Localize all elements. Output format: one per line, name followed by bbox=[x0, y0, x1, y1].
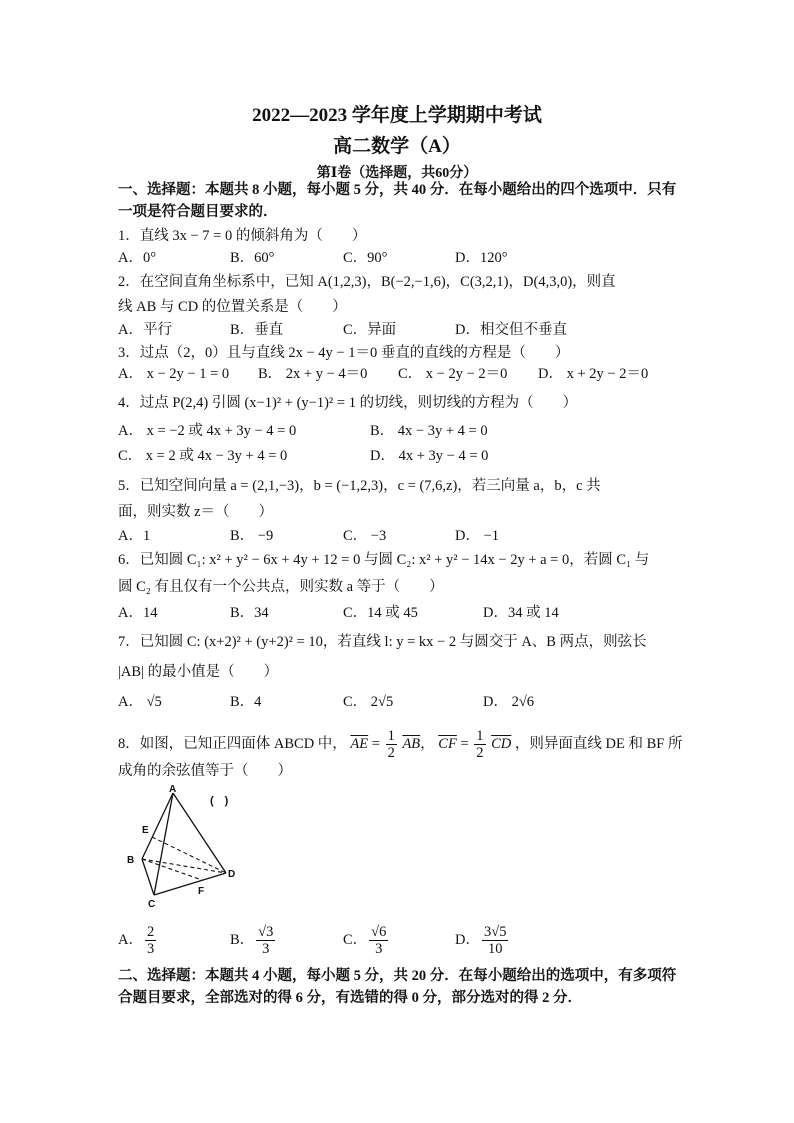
q8-stem-suffix: ，则异面直线 DE 和 BF 所 bbox=[514, 735, 683, 752]
q2-option-c: C．异面 bbox=[343, 322, 397, 338]
q7-stem-line2: |AB| 的最小值是（ ） bbox=[118, 664, 279, 680]
tetrahedron-figure bbox=[118, 783, 248, 913]
q2-option-b: B．垂直 bbox=[230, 322, 284, 338]
q5-stem-line1: 5．已知空间向量 a = (2,1,−3)，b = (−1,2,3)，c = (7,6,z)，若三向量 a，b，c 共 bbox=[118, 478, 601, 494]
q3-option-d: D． x + 2y − 2＝0 bbox=[538, 366, 649, 382]
q8-option-c-label: C． bbox=[343, 931, 368, 948]
q8-option-a-label: A． bbox=[118, 931, 143, 948]
q8-fraction-half-2 bbox=[474, 728, 485, 761]
q7-option-d: D． 2√6 bbox=[483, 694, 535, 710]
q4-option-b: B． 4x − 3y + 4 = 0 bbox=[370, 423, 488, 439]
q1-option-c: C．90° bbox=[343, 250, 388, 266]
q8-option-a-num: 2 bbox=[146, 924, 155, 940]
section1-instructions-line1: 一、选择题：本题共 8 小题，每小题 5 分，共 40 分．在每小题给出的四个选项中．只有 bbox=[118, 182, 677, 198]
q3-option-a: A． x − 2y − 1 = 0 bbox=[118, 366, 230, 382]
q7-option-a: A． √5 bbox=[118, 694, 162, 710]
volume-heading: 第Ⅰ卷（选择题，共60分） bbox=[316, 166, 478, 181]
q6-stem-line1: 6．已知圆 C₁: x² + y² − 6x + 4y + 12 = 0 与圆 C₂: x² + y² − 14x − 2y + a = 0，若圆 C₁ 与 bbox=[118, 552, 650, 568]
q1-option-b: B．60° bbox=[230, 250, 275, 266]
q2-option-d: D．相交但不垂直 bbox=[455, 322, 567, 338]
q8-option-b bbox=[230, 924, 277, 957]
q8-option-d-num: 3√5 bbox=[483, 924, 507, 940]
q8-vector-ae: $\overline{AE}$ bbox=[350, 735, 369, 752]
q4-stem: 4．过点 P(2,4) 引圆 (x−1)² + (y−1)² = 1 的切线，则切线的方程为（ ） bbox=[118, 395, 578, 411]
q8-option-c-den: 3 bbox=[375, 941, 383, 957]
q5-option-d: D． −1 bbox=[455, 528, 500, 544]
q8-vector-cf: $\overline{CF}$ bbox=[438, 735, 457, 752]
q4-option-d: D． 4x + 3y − 4 = 0 bbox=[370, 448, 489, 464]
q8-equals-1: = bbox=[371, 735, 380, 752]
edge-ad bbox=[173, 793, 229, 873]
q8-half-num-2: 1 bbox=[476, 728, 484, 744]
q8-vector-cd: $\overline{CD}$ bbox=[491, 735, 512, 752]
q8-option-d-den: 10 bbox=[487, 941, 503, 957]
q2-stem-line1: 2．在空间直角坐标系中，已知 A(1,2,3)，B(−2,−1,6)，C(3,2,1)，D(4,3,0)，则直 bbox=[118, 274, 616, 290]
q8-fraction-half-1 bbox=[386, 728, 397, 761]
label-b: B bbox=[127, 855, 135, 866]
q3-option-b: B． 2x + y − 4＝0 bbox=[258, 366, 368, 382]
q8-option-c-num: √6 bbox=[371, 924, 387, 940]
q6-option-b: B．34 bbox=[230, 605, 269, 621]
q8-half-num-1: 1 bbox=[387, 728, 395, 744]
q8-option-d bbox=[455, 924, 510, 957]
segment-de bbox=[152, 837, 226, 873]
q4-option-a: A． x = −2 或 4x + 3y − 4 = 0 bbox=[118, 423, 297, 439]
q8-option-b-label: B． bbox=[230, 931, 255, 948]
q8-vector-ab: $\overline{AB}$ bbox=[402, 735, 421, 752]
q7-stem-line1: 7．已知圆 C: (x+2)² + (y+2)² = 10，若直线 l: y = kx − 2 与圆交于 A、B 两点，则弦长 bbox=[118, 634, 647, 650]
section2-instructions-line1: 二、选择题：本题共 4 小题，每小题 5 分，共 20 分．在每小题给出的选项中，有多项符 bbox=[118, 968, 677, 984]
section1-instructions-line2: 一项是符合题目要求的． bbox=[118, 204, 278, 220]
figure-tag: ( ) bbox=[210, 795, 229, 807]
q1-option-d: D．120° bbox=[455, 250, 508, 266]
q3-option-c: C． x − 2y − 2＝0 bbox=[398, 366, 508, 382]
q2-option-a: A．平行 bbox=[118, 322, 172, 338]
exam-subtitle: 高二数学（A） bbox=[333, 136, 461, 157]
q5-option-b: B． −9 bbox=[230, 528, 274, 544]
q3-stem: 3．过点（2，0）且与直线 2x − 4y − 1＝0 垂直的直线的方程是（ ） bbox=[118, 345, 570, 361]
q4-option-c: C． x = 2 或 4x − 3y + 4 = 0 bbox=[118, 448, 288, 464]
q6-stem-line2: 圆 C₂ 有且仅有一个公共点，则实数 a 等于（ ） bbox=[118, 579, 444, 595]
q8-option-c bbox=[343, 924, 390, 957]
q8-stem-line1: 8．如图，已知正四面体 ABCD 中， $\overline{AE}$ = $\frac{1}{2}$ $\overline{AB}$， $\overline{CF}$ = $\frac{1}{2}$ $\overline{CD}$ ，则异面直线 DE 和 BF 所 bbox=[118, 728, 683, 761]
q8-half-den-1: 2 bbox=[387, 745, 395, 761]
q6-option-a: A．14 bbox=[118, 605, 158, 621]
label-c: C bbox=[148, 899, 156, 910]
q7-option-c: C． 2√5 bbox=[343, 694, 394, 710]
q8-stem-line2: 成角的余弦值等于（ ） bbox=[118, 763, 292, 779]
label-f: F bbox=[198, 886, 205, 897]
q6-option-d: D．34 或 14 bbox=[483, 605, 559, 621]
segment-bf bbox=[142, 859, 202, 880]
q8-half-den-2: 2 bbox=[476, 745, 484, 761]
edge-ac bbox=[154, 793, 173, 895]
q7-option-b: B．4 bbox=[230, 694, 262, 710]
q8-equals-2: = bbox=[460, 735, 469, 752]
q5-option-c: C． −3 bbox=[343, 528, 387, 544]
edge-bd-hidden bbox=[142, 859, 226, 873]
q6-option-c: C．14 或 45 bbox=[343, 605, 418, 621]
q2-stem-line2: 线 AB 与 CD 的位置关系是（ ） bbox=[118, 299, 347, 315]
q1-stem: 1．直线 3x − 7 = 0 的倾斜角为（ ） bbox=[118, 228, 367, 244]
label-e: E bbox=[142, 825, 149, 836]
q8-option-d-label: D． bbox=[455, 931, 480, 948]
q8-option-a-den: 3 bbox=[146, 941, 155, 957]
label-d: D bbox=[228, 869, 236, 880]
q5-option-a: A．1 bbox=[118, 528, 151, 544]
q5-stem-line2: 面，则实数 z＝（ ） bbox=[118, 504, 274, 520]
exam-title: 2022—2023 学年度上学期期中考试 bbox=[252, 105, 542, 126]
q8-option-b-num: √3 bbox=[258, 924, 274, 940]
q8-stem-prefix: 8．如图，已知正四面体 ABCD 中， bbox=[118, 735, 347, 752]
label-a: A bbox=[169, 784, 177, 795]
q8-option-a bbox=[118, 924, 158, 957]
section2-instructions-line2: 合题目要求，全部选对的得 6 分，有选错的得 0 分，部分选对的得 2 分． bbox=[118, 990, 582, 1006]
q8-option-b-den: 3 bbox=[262, 941, 270, 957]
edge-bc bbox=[142, 859, 154, 895]
q1-option-a: A．0° bbox=[118, 250, 157, 266]
